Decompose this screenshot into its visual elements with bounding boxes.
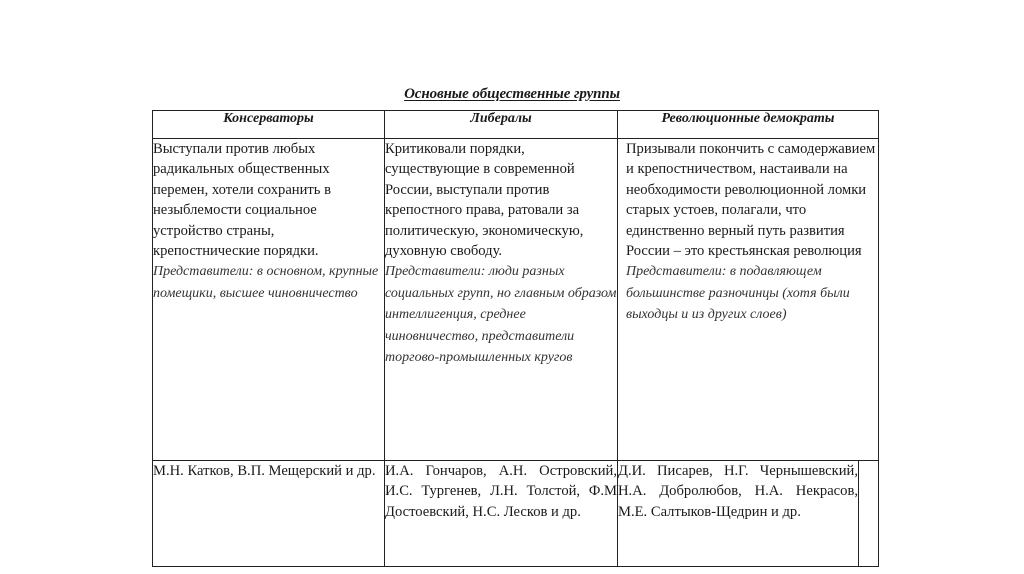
header-conservatives: Консерваторы — [153, 111, 385, 139]
page-title: Основные общественные группы — [404, 86, 620, 102]
header-democrats: Революционные демократы — [618, 111, 879, 139]
conservatives-description-cell — [153, 139, 385, 461]
figures-row — [153, 461, 879, 567]
democrats-description-cell — [618, 139, 879, 461]
liberals-description-cell — [385, 139, 618, 461]
liberals-representatives: Представители: люди разных социальных групп, но главным образом интеллигенция, среднее чиновничество, представители торгово-промышленных кругов — [385, 264, 617, 366]
conservatives-representatives: Представители: в основном, крупные помещики, высшее чиновничество — [153, 264, 379, 301]
democrats-description: Призывали покончить с самодержавием и крепостничеством, настаивали на необходимости революционной ломки старых устоев, полагали, что единственно верный путь развития России – это крестьянская революция — [626, 141, 876, 260]
conservatives-figures: М.Н. Катков, В.П. Мещерский и др. — [153, 461, 385, 567]
header-liberals: Либералы — [385, 111, 618, 139]
header-row — [153, 111, 879, 139]
liberals-figures: И.А. Гончаров, А.Н. Островский, И.С. Тургенев, Л.Н. Толстой, Ф.М Достоевский, Н.С. Лесков и др. — [385, 461, 618, 567]
social-groups-table — [152, 110, 879, 567]
description-row — [153, 139, 879, 461]
democrats-representatives: Представители: в подавляющем большинстве разночинцы (хотя были выходцы и из других слоев) — [626, 264, 850, 323]
conservatives-description: Выступали против любых радикальных общественных перемен, хотели сохранить в незыблемости социальное устройство страны, крепостнические порядки. — [153, 141, 331, 260]
liberals-description: Критиковали порядки, существующие в современной России, выступали против крепостного права, ратовали за политическую, экономическую, духовную свободу. — [385, 141, 584, 260]
empty-cell — [859, 461, 879, 567]
democrats-figures: Д.И. Писарев, Н.Г. Чернышевский, Н.А. Добролюбов, Н.А. Некрасов, М.Е. Салтыков-Щедрин и др. — [618, 461, 859, 567]
